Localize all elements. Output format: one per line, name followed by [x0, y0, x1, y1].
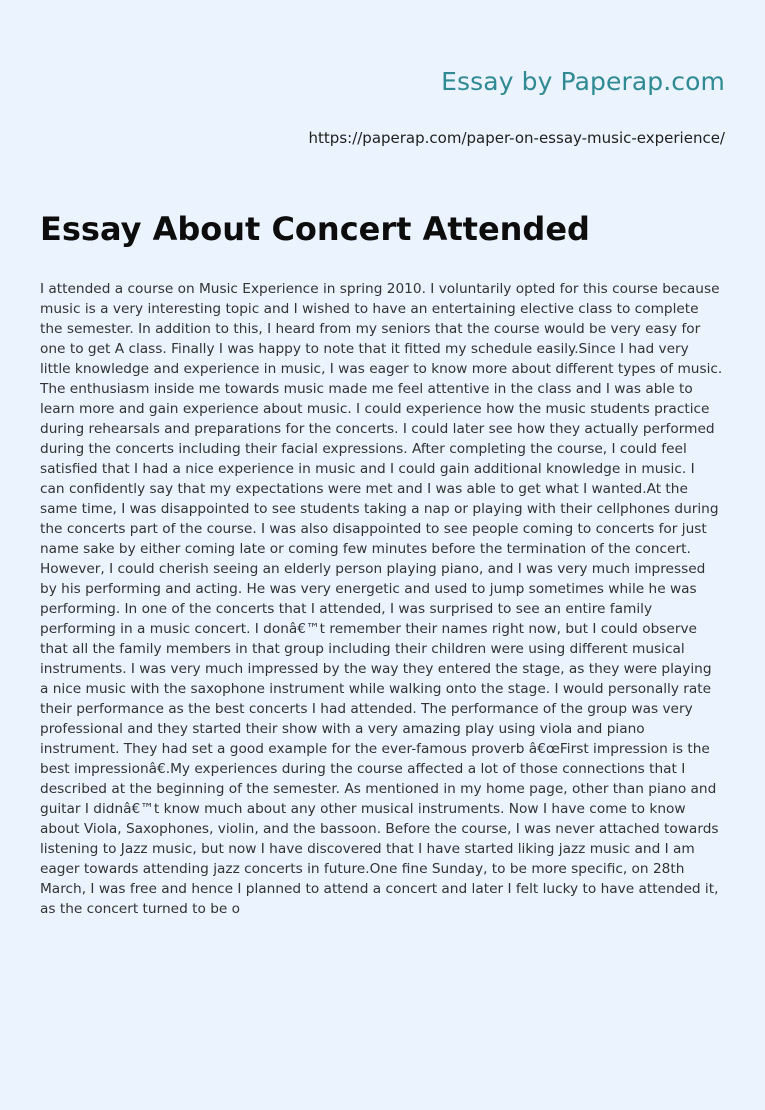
source-url[interactable]: https://paperap.com/paper-on-essay-music-experience/ [308, 129, 725, 147]
essay-body: I attended a course on Music Experience in spring 2010. I voluntarily opted for this course because music is a very interesting topic and I wished to have an entertaining elective class to complete the semester. In addition to this, I heard from my seniors that the course would be very easy for one to get A class. Finally I was happy to note that it fitted my schedule easily.Since I had very little knowledge and experience in music, I was eager to know more about different types of music. The enthusiasm inside me towards music made me feel attentive in the class and I was able to learn more and gain experience about music. I could experience how the music students practice during rehearsals and preparations for the concerts. I could later see how they actually performed during the concerts including their facial expressions. After completing the course, I could feel satisfied that I had a nice experience in music and I could gain additional knowledge in music. I can confidently say that my expectations were met and I was able to get what I wanted.At the same time, I was disappointed to see students taking a nap or playing with their cellphones during the concerts part of the course. I was also disappointed to see people coming to concerts for just name sake by either coming late or coming few minutes before the termination of the concert. However, I could cherish seeing an elderly person playing piano, and I was very much impressed by his performing and acting. He was very energetic and used to jump sometimes while he was performing. In one of the concerts that I attended, I was surprised to see an entire family performing in a music concert. I donâ€™t remember their names right now, but I could observe that all the family members in that group including their children were using different musical instruments. I was very much impressed by the way they entered the stage, as they were playing a nice music with the saxophone instrument while walking onto the stage. I would personally rate their performance as the best concerts I had attended. The performance of the group was very professional and they started their show with a very amazing play using viola and piano instrument. They had set a good example for the ever-famous proverb â€œFirst impression is the best impressionâ€.My experiences during the course affected a lot of those connections that I described at the beginning of the semester. As mentioned in my home page, other than piano and guitar I didnâ€™t know much about any other musical instruments. Now I have come to know about Viola, Saxophones, violin, and the bassoon. Before the course, I was never attached towards listening to Jazz music, but now I have discovered that I have started liking jazz music and I am eager towards attending jazz concerts in future.One fine Sunday, to be more specific, on 28th March, I was free and hence I planned to attend a concert and later I felt lucky to have attended it, as the concert turned to be o [40, 281, 723, 917]
site-brand[interactable]: Essay by Paperap.com [441, 67, 725, 96]
essay-title: Essay About Concert Attended [40, 210, 590, 248]
